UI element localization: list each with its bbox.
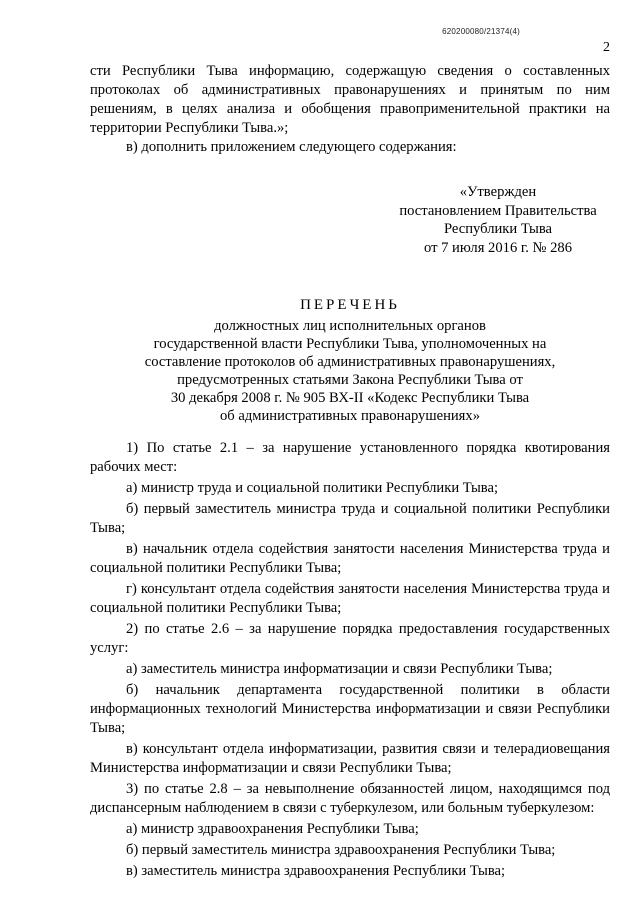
approval-line-2: постановлением Правительства xyxy=(399,202,597,219)
list-item: г) консультант отдела содействия занятости населения Министерства труда и социальной политики Республики Тыва; xyxy=(90,581,610,616)
approval-line-4: от 7 июля 2016 г. № 286 xyxy=(423,239,572,256)
document-code: 620200080/21374(4) xyxy=(442,27,520,36)
list-item: а) министр здравоохранения Республики Тыва; xyxy=(126,821,419,837)
list-item: а) заместитель министра информатизации и связи Республики Тыва; xyxy=(126,661,553,677)
list-item: в) заместитель министра здравоохранения Республики Тыва; xyxy=(126,863,506,879)
approval-line-1: «Утвержден xyxy=(459,184,537,200)
document-body xyxy=(90,62,610,883)
list-item: 2) по статье 2.6 – за нарушение порядка предоставления государственных услуг: xyxy=(90,621,610,656)
document-subtitle xyxy=(90,317,610,425)
intro-paragraph-continuation: сти Республики Тыва информацию, содержащую сведения о составленных протоколах об административных правонарушениях и принятым по ним решениям, в целях анализа и обобщения правоприменительной практики на территории Республики Тыва.»; xyxy=(90,63,610,136)
list-item: б) первый заместитель министра здравоохранения Республики Тыва; xyxy=(126,842,556,858)
page-number: 2 xyxy=(603,40,610,55)
list-item: в) консультант отдела информатизации, развития связи и телерадиовещания Министерства информатизации и связи Республики Тыва; xyxy=(90,741,610,776)
approval-stamp-block xyxy=(90,183,610,257)
officials-list xyxy=(90,439,610,881)
subtitle-line-2: государственной власти Республики Тыва, уполномоченных на xyxy=(153,336,547,352)
approval-line-3: Республики Тыва xyxy=(443,221,553,237)
document-title: ПЕРЕЧЕНЬ xyxy=(300,297,400,313)
subtitle-line-6: об административных правонарушениях» xyxy=(219,408,480,424)
intro-paragraph-addition: в) дополнить приложением следующего содержания: xyxy=(126,139,457,155)
list-item: б) первый заместитель министра труда и социальной политики Республики Тыва; xyxy=(90,501,610,536)
subtitle-line-3: составление протоколов об административных правонарушениях, xyxy=(144,354,556,370)
list-item: 1) По статье 2.1 – за нарушение установленного порядка квотирования рабочих мест: xyxy=(90,440,610,475)
list-item: б) начальник департамента государственной политики в области информационных технологий Министерства информатизации и связи Республики Тыва; xyxy=(90,682,610,736)
subtitle-line-1: должностных лиц исполнительных органов xyxy=(214,318,486,334)
subtitle-line-5: 30 декабря 2008 г. № 905 ВХ-II «Кодекс Республики Тыва xyxy=(170,390,530,406)
list-item: а) министр труда и социальной политики Республики Тыва; xyxy=(126,480,499,496)
subtitle-line-4: предусмотренных статьями Закона Республики Тыва от xyxy=(177,372,523,388)
list-item: в) начальник отдела содействия занятости населения Министерства труда и социальной политики Республики Тыва; xyxy=(90,541,610,576)
list-item: 3) по статье 2.8 – за невыполнение обязанностей лицом, находящимся под диспансерным наблюдением в связи с туберкулезом, или больным туберкулезом: xyxy=(90,781,610,816)
